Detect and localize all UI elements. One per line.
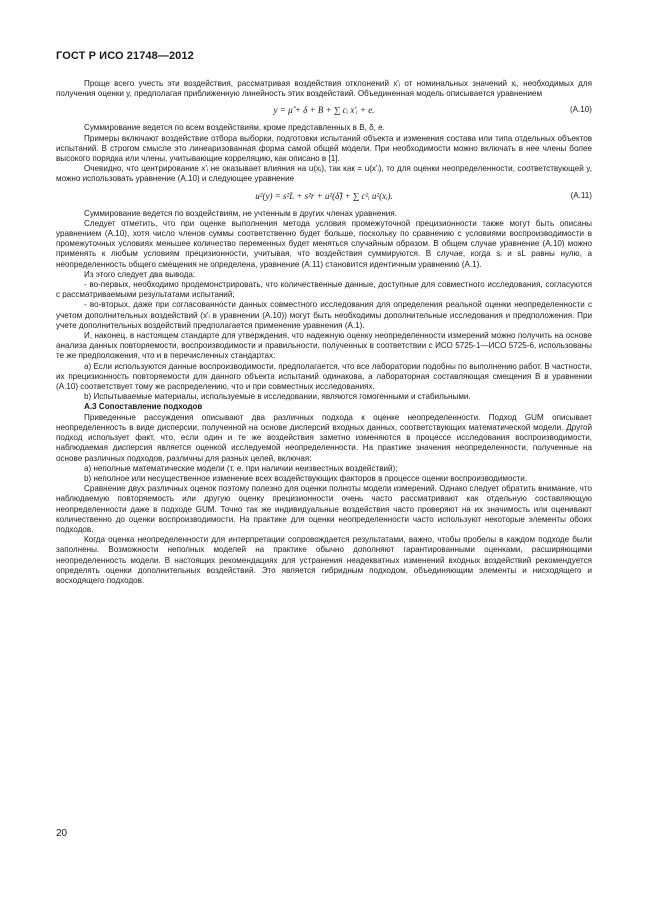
- equation-a11: [56, 191, 592, 205]
- paragraph: Суммирование ведется по воздействиям, не учтенным в других членах уравнения.: [84, 208, 397, 218]
- document-header: ГОСТ Р ИСО 21748—2012: [56, 50, 194, 62]
- paragraph: - во-первых, необходимо продемонстрировать, что количественные данные, доступные для совместного исследования, согласуются с рассматриваемыми результатами испытаний;: [56, 280, 592, 300]
- section-heading: A.3 Сопоставление подходов: [84, 402, 203, 412]
- paragraph: a) Если используются данные воспроизводимости, предполагается, что все лаборатории подобны по выполнению работ. В частности, их прецизионность повторяемости для данного объекта испытаний одинакова, а лабораторная составляющая смещения B в уравнении (A.10) соответствует тому же распределению, что и при совместных исследованиях.: [56, 361, 592, 392]
- paragraph: b) Испытываемые материалы, используемые в исследовании, являются гомогенными и стабильными.: [84, 392, 471, 402]
- paragraph: - во-вторых, даже при согласованности данных совместного исследования для определения реальной оценки неопределенности с учетом дополнительных воздействий (x'ᵢ в уравнении (A.10)) могут быть необходимы дополнительные исследования и предположения. При учете дополнительных воздействий предполагается применение уравнения (A.1).: [56, 300, 592, 330]
- paragraph: Из этого следует два вывода:: [84, 269, 196, 279]
- paragraph: Следует отметить, что при оценке выполнения метода условия промежуточной прецизионности также могут быть описаны уравнением (A.10), хотя число членов суммы соответственно будет больше, поскольку по сравнению с условиями воспроизводимости в промежуточных условиях меньшее количество переменных будет меняться случайным образом. В общем случае уравнение (A.10) можно применять к любым условиям прецизионности, учитывая, что воздействия суммируются. В случае, когда sᵢ и sL равны нулю, а неопределенность общего смещения не определена, уравнение (A.11) становится идентичным уравнению (A.1).: [56, 218, 592, 269]
- equation-text: u²(y) = s²L + s²r + u²(δ̂) + ∑ c²ᵢ u²(xᵢ).: [255, 190, 393, 201]
- paragraph: Суммирование ведется по всем воздействиям, кроме представленных в B, δ, e.: [84, 123, 385, 133]
- equation-a10: [56, 105, 592, 119]
- paragraph: Когда оценка неопределенности для интерпретации сопровождается результатами, важно, чтобы пробелы в каждом подходе были заполнены. Возможности неполных моделей на практике обычно дополняют гарантированными оценками, расширяющими неопределенность модели. В настоящих рекомендациях для устранения неадекватных изменений входных воздействий рекомендуется определять оценки дополнительных воздействий. Это является гибридным подходом, объединяющим элементы и нисходящего и восходящего подходов.: [56, 535, 592, 585]
- paragraph: И, наконец, в настоящем стандарте для утверждения, что надежную оценку неопределенности измерений можно получить на основе анализа данных повторяемости, воспроизводимости и правильности, полученных в соответствии с ИСО 5725-1—ИСО 5725-6, использованы те же предположения, что и в перечисленных стандартах:: [56, 331, 592, 361]
- paragraph: Очевидно, что центрирование x'ᵢ не оказывает влияния на u(xᵢ), так как = u(x'ᵢ), то для оценки неопределенности, соответствующей y, можно использовать уравнение (A.10) и следующее уравнение: [56, 164, 592, 184]
- paragraph: Сравнение двух различных оценок поэтому полезно для оценки полноты модели измерений. Однако следует обратить внимание, что наблюдаемую повторяемость или другую оценку прецизионности очень часто рассматривают как отдельную составляющую неопределенности даже в подходе GUM. Точно так же индивидуальные воздействия часто проверяют на их значимость или оценивают количественно до оценки воспроизводимости. На практике для оценки неопределенности часто используют некоторые элементы обоих подходов.: [56, 484, 592, 534]
- paragraph: b) неполное или несущественное изменение всех воздействующих факторов в процессе оценки воспроизводимости.: [84, 473, 527, 483]
- document-body: [56, 79, 592, 586]
- paragraph: a) неполные математические модели (т. е. при наличии неизвестных воздействий);: [84, 463, 398, 473]
- equation-number: (A.10): [569, 105, 592, 115]
- paragraph: Примеры включают воздействие отбора выборки, подготовки испытаний объекта и изменения состава или типа отдельных объектов испытаний. В строгом смысле это линеаризованная форма самой общей модели. При необходимости можно включать в нее члены более высокого порядка или члены, учитывающие корреляцию, как описано в [1].: [56, 133, 592, 164]
- paragraph: Приведенные рассуждения описывают два различных подхода к оценке неопределенности. Подход GUM описывает неопределенность в виде дисперсии, полученной на основе дисперсий входных данных, соответствующих математической модели. Другой подход использует факт, что, если один и те же воздействия заметно изменяются в процессе исследования воспроизводимости, наблюдаемая дисперсия является оценкой исследуемой неопределенности. На практике значения неопределенности, полученные на основе различных подходов, различны для разных целей, включая:: [56, 412, 592, 463]
- page-number: 20: [56, 828, 68, 839]
- paragraph: Проще всего учесть эти воздействия, рассматривая воздействия отклонений x'ᵢ от номинальных значений xᵢ, необходимых для получения оценки y, предполагая приближенную линейность этих воздействий. Объединенная модель описывается уравнением: [56, 79, 592, 99]
- equation-number: (A.11): [570, 190, 592, 200]
- equation-text: y = μ̂ + δ + B + ∑ cᵢ x'ᵢ + e.: [273, 105, 375, 116]
